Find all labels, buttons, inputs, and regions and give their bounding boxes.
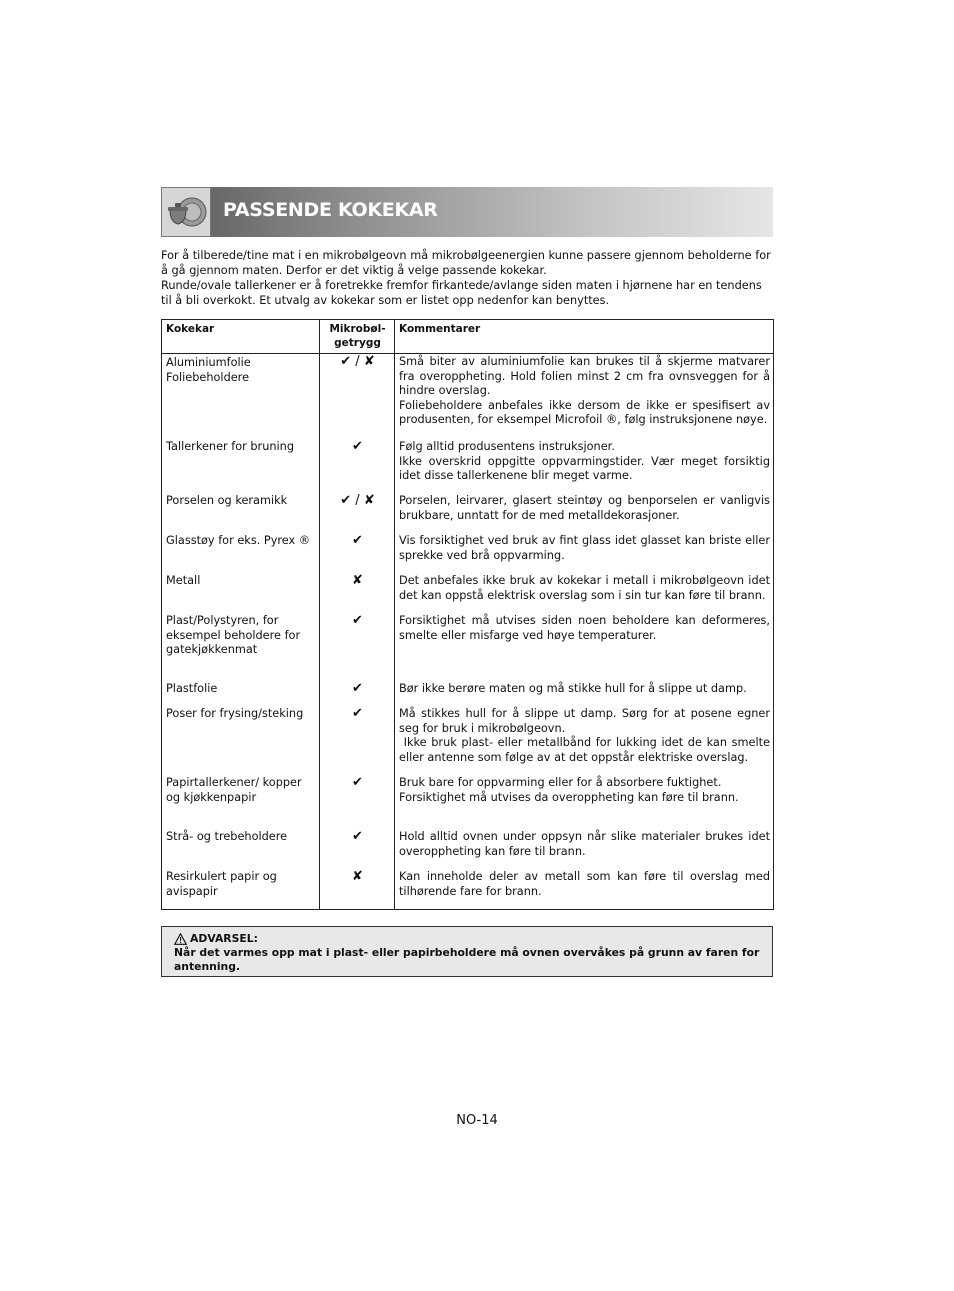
row-comment: Kan inneholde deler av metall som kan føre til overslag med tilhørende fare for brann. [395,869,774,910]
row-comment: Porselen, leirvarer, glasert steintøy og benporselen er vanligvis brukbare, unntatt for de med metalldekorasjoner. [395,493,774,533]
row-safe: ✔ [320,829,395,869]
row-comment: Forsiktighet må utvises siden noen beholdere kan deformeres, smelte eller misfarge ved høye temperaturer. [395,613,774,681]
row-safe: ✔ [320,681,395,706]
warning-title-row [174,932,760,946]
table-row [162,775,774,829]
row-item: Papirtallerkener/ kopper og kjøkkenpapir [162,775,320,829]
row-comment: Følg alltid produsentens instruksjoner. Ikke overskrid oppgitte oppvarmingstider. Vær meget forsiktig idet disse tallerkenene blir meget varme. [395,439,774,493]
row-comment: Det anbefales ikke bruk av kokekar i metall i mikrobølgeovn idet det kan oppstå elektrisk overslag som i sin tur kan føre til brann. [395,573,774,613]
row-safe: ✔ / ✘ [320,493,395,533]
table-row [162,681,774,706]
table-row [162,829,774,869]
row-item: Strå- og trebeholdere [162,829,320,869]
table-row [162,869,774,910]
table-row [162,533,774,573]
row-item: Plast/Polystyren, for eksempel beholdere for gatekjøkkenmat [162,613,320,681]
page-number: NO-14 [456,1113,498,1128]
row-item: Aluminiumfolie Foliebeholdere [162,354,320,440]
warning-title: ADVARSEL: [190,932,258,945]
row-item: Porselen og keramikk [162,493,320,533]
row-comment: Bruk bare for oppvarming eller for å absorbere fuktighet. Forsiktighet må utvises da overoppheting kan føre til brann. [395,775,774,829]
header-microwave-safe: Mikrobøl- getrygg [320,320,395,354]
row-item: Resirkulert papir og avispapir [162,869,320,910]
cookware-table [161,319,774,910]
intro-paragraph: Runde/ovale tallerkener er å foretrekke fremfor firkantede/avlange siden maten i hjørnene har en tendens til å bli overkokt. Et utvalg av kokekar som er listet opp nedenfor kan benyttes. [161,279,762,307]
table-row [162,573,774,613]
row-item: Glasstøy for eks. Pyrex ® [162,533,320,573]
row-item: Tallerkener for bruning [162,439,320,493]
warning-text: Når det varmes opp mat i plast- eller papirbeholdere må ovnen overvåkes på grunn av faren for antenning. [174,946,760,973]
row-comment: Vis forsiktighet ved bruk av fint glass idet glasset kan briste eller sprekke ved brå oppvarming. [395,533,774,573]
row-item: Poser for frysing/steking [162,706,320,775]
intro-paragraph: For å tilberede/tine mat i en mikrobølgeovn må mikrobølgeenergien kunne passere gjennom beholderne for å gå gjennom maten. Derfor er det viktig å velge passende kokekar. [161,249,771,277]
header-comments: Kommentarer [395,320,774,354]
row-safe: ✔ [320,775,395,829]
table-row [162,354,774,440]
table-row [162,439,774,493]
section-header [161,187,773,237]
row-safe: ✘ [320,573,395,613]
row-safe: ✔ [320,706,395,775]
warning-box [161,926,773,977]
intro-text [161,248,773,308]
warning-triangle-icon [174,933,187,945]
row-safe: ✔ [320,613,395,681]
row-comment: Bør ikke berøre maten og må stikke hull for å slippe ut damp. [395,681,774,706]
row-safe: ✔ / ✘ [320,354,395,440]
row-item: Plastfolie [162,681,320,706]
header-kokekar: Kokekar [162,320,320,354]
row-safe: ✔ [320,533,395,573]
row-comment: Må stikkes hull for å slippe ut damp. Sørg for at posene egner seg for bruk i mikrobølgeovn. Ikke bruk plast- eller metallbånd for lukking idet de kan smelte eller antenne som følge av at det oppstår elektriske overslag. [395,706,774,775]
row-comment: Hold alltid ovnen under oppsyn når slike materialer brukes idet overoppheting kan føre til brann. [395,829,774,869]
row-safe: ✘ [320,869,395,910]
table-row [162,613,774,681]
table-row [162,706,774,775]
row-item: Metall [162,573,320,613]
table-header-row [162,320,774,354]
row-comment: Små biter av aluminiumfolie kan brukes til å skjerme matvarer fra overoppheting. Hold folien minst 2 cm fra ovnsveggen for å hindre overslag. Foliebeholdere anbefales ikke dersom de ikke er spesifisert av produsenten, for eksempel Microfoil ®, følg instruksjonene nøye. [395,354,774,440]
cookware-icon [161,187,211,237]
table-row [162,493,774,533]
row-safe: ✔ [320,439,395,493]
page-title: PASSENDE KOKEKAR [223,199,438,221]
